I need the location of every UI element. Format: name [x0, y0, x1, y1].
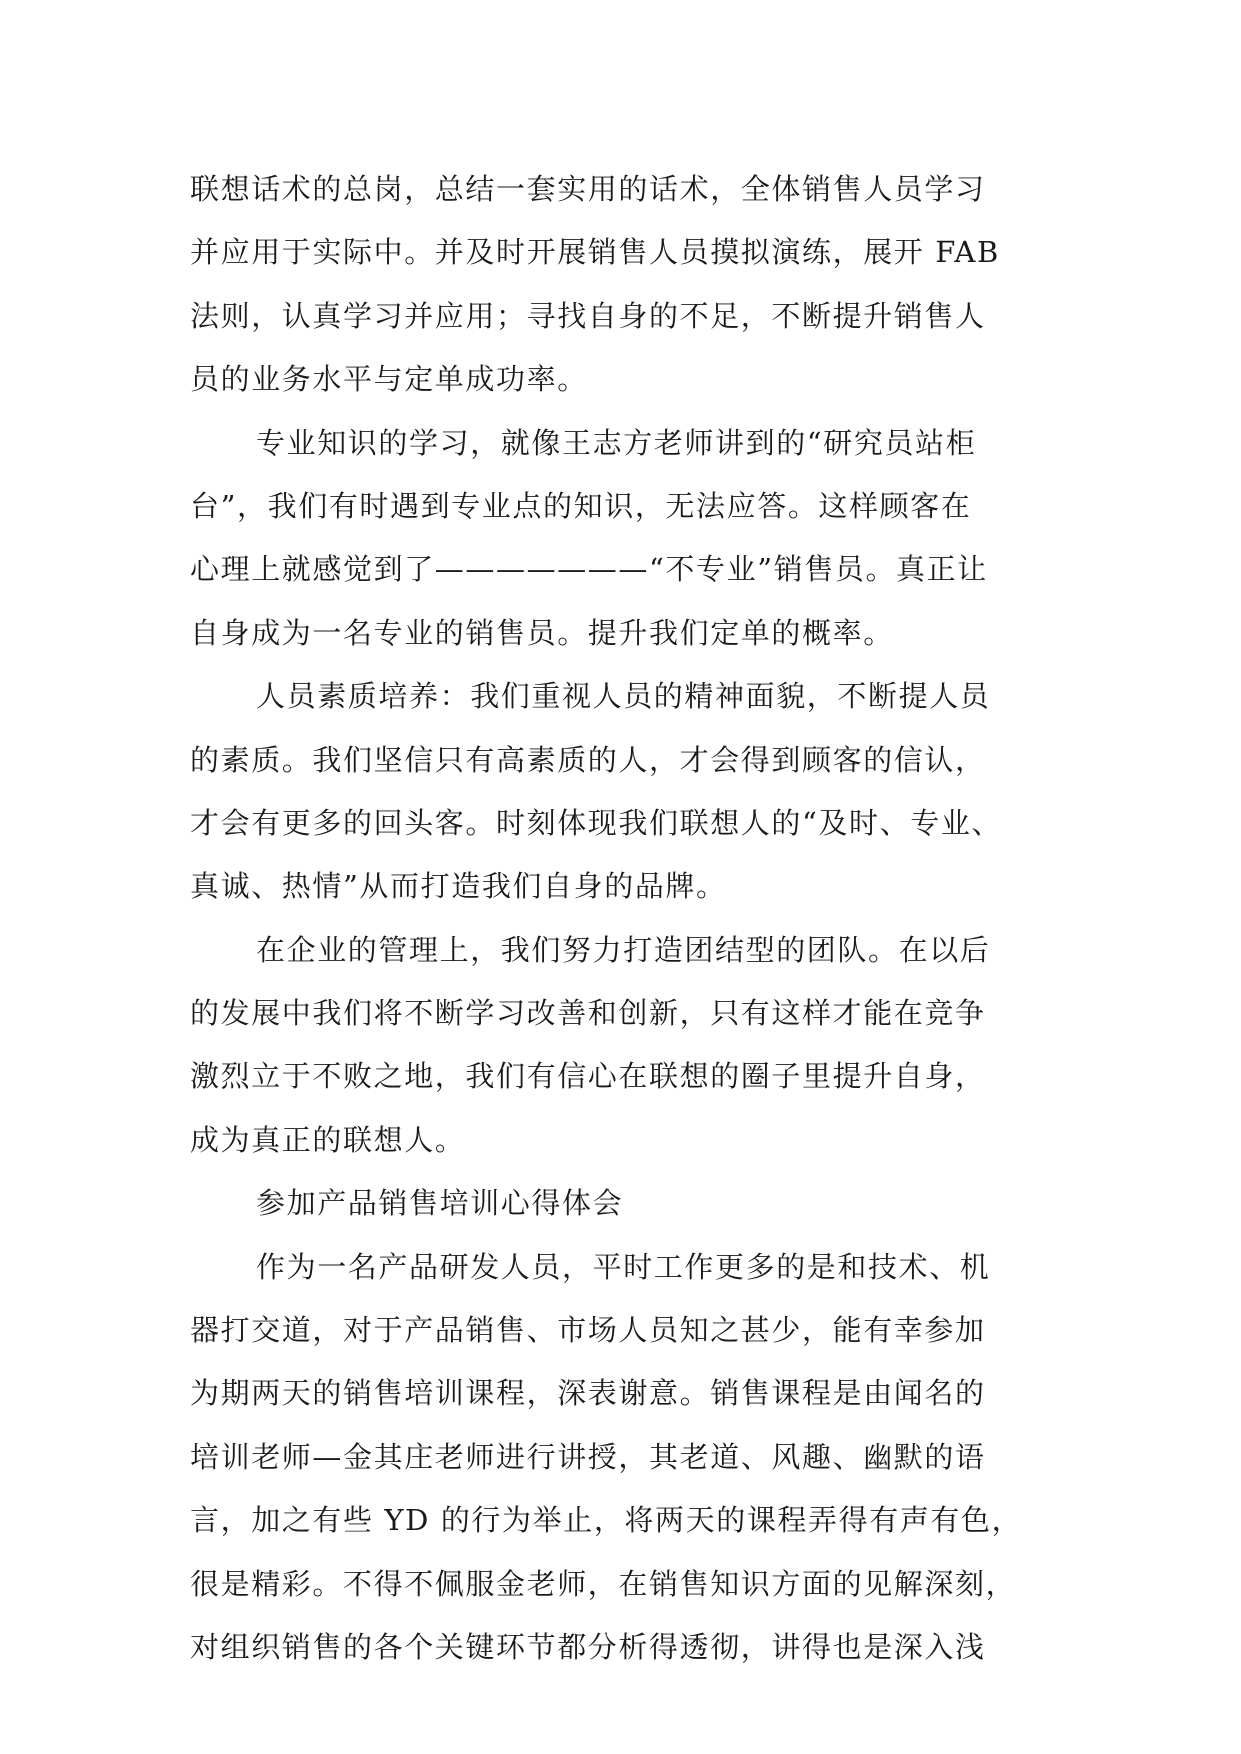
paragraph-first-line: 作为一名产品研发人员，平时工作更多的是和技术、机	[256, 1249, 991, 1284]
body-line: 心理上就感觉到了———————“不专业”销售员。真正让	[190, 552, 988, 587]
body-line: 台”，我们有时遇到专业点的知识，无法应答。这样顾客在	[190, 488, 972, 523]
document-body	[190, 158, 1060, 1679]
body-line: 言，加之有些 YD 的行为举止，将两天的课程弄得有声有色，	[190, 1503, 1023, 1538]
body-line: 真诚、热情”从而打造我们自身的品牌。	[190, 869, 727, 904]
body-line: 的素质。我们坚信只有高素质的人，才会得到顾客的信认，	[190, 742, 986, 777]
paragraph-first-line: 专业知识的学习，就像王志方老师讲到的“研究员站柜	[256, 425, 977, 460]
body-line: 联想话术的总岗，总结一套实用的话术，全体销售人员学习	[190, 172, 986, 206]
body-line: 对组织销售的各个关键环节都分析得透彻，讲得也是深入浅	[190, 1629, 986, 1664]
body-line: 员的业务水平与定单成功率。	[190, 362, 588, 397]
body-line: 并应用于实际中。并及时开展销售人员摸拟演练，展开 FAB	[190, 235, 1000, 270]
body-line: 很是精彩。不得不佩服金老师，在销售知识方面的见解深刻，	[190, 1566, 1017, 1601]
body-line: 为期两天的销售培训课程，深表谢意。销售课程是由闻名的	[190, 1376, 986, 1411]
paragraph-first-line: 在企业的管理上，我们努力打造团结型的团队。在以后	[256, 932, 991, 967]
body-line: 的发展中我们将不断学习改善和创新，只有这样才能在竞争	[190, 996, 986, 1031]
section-heading: 参加产品销售培训心得体会	[256, 1186, 624, 1221]
body-line: 法则，认真学习并应用；寻找自身的不足，不断提升销售人	[190, 298, 986, 333]
body-line: 培训老师—金其庄老师进行讲授，其老道、风趣、幽默的语	[190, 1439, 986, 1474]
body-line: 成为真正的联想人。	[190, 1122, 466, 1157]
body-line: 自身成为一名专业的销售员。提升我们定单的概率。	[190, 615, 894, 650]
body-line: 才会有更多的回头客。时刻体现我们联想人的“及时、专业、	[190, 805, 1003, 840]
body-line: 器打交道，对于产品销售、市场人员知之甚少，能有幸参加	[190, 1313, 986, 1348]
paragraph-first-line: 人员素质培养：我们重视人员的精神面貌，不断提人员	[256, 679, 991, 714]
body-line: 激烈立于不败之地，我们有信心在联想的圈子里提升自身，	[190, 1059, 986, 1094]
